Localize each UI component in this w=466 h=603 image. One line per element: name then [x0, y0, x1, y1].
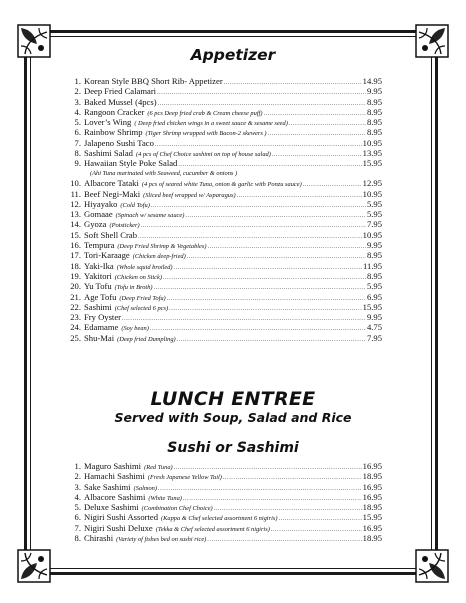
item-number: 23. [70, 312, 81, 323]
item-description: (4 pcs of seared white Tuna, onion & garlic with Ponzu sauce) [141, 181, 302, 189]
item-number: 14. [70, 219, 81, 230]
item-number: 13. [70, 209, 81, 220]
item-name: Sake Sashimi [84, 481, 131, 492]
menu-item [64, 158, 382, 168]
menu-item [64, 333, 382, 343]
item-price: 11.95 [362, 260, 382, 271]
corner-ornament-icon [415, 549, 449, 583]
item-price: 18.95 [362, 533, 382, 544]
item-number: 2. [74, 86, 81, 97]
menu-item [64, 199, 382, 209]
item-number: 19. [70, 270, 81, 281]
item-name: Fry Oyster [84, 312, 121, 323]
item-number: 6. [74, 127, 81, 138]
item-number: 20. [70, 281, 81, 292]
item-name: Albacore Sashimi [84, 491, 146, 502]
item-price: 8.95 [366, 250, 382, 261]
menu-item [64, 322, 382, 332]
item-name: Nigiri Sushi Deluxe [84, 522, 153, 533]
appetizer-list [64, 76, 382, 343]
sushi-list [64, 461, 382, 543]
menu-item [64, 523, 382, 533]
item-number: 21. [70, 291, 81, 302]
item-name: Chirashi [84, 533, 114, 544]
item-name: Gyoza [84, 219, 107, 230]
item-number: 6. [74, 512, 81, 523]
corner-ornament-icon [17, 549, 51, 583]
item-name: Rangoon Cracker [84, 106, 145, 117]
menu-item [64, 250, 382, 260]
item-description: (Chicken on Stick) [114, 273, 162, 281]
item-name: Jalapeno Sushi Taco [84, 137, 154, 148]
item-number: 5. [74, 502, 81, 513]
item-description: (Spinach w/ sesame sauce) [115, 212, 185, 220]
menu-item [64, 292, 382, 302]
item-description: (Red Tuna) [144, 464, 173, 471]
menu-item [64, 281, 382, 291]
menu-item [64, 512, 382, 522]
item-description: (Potsticker) [109, 222, 140, 230]
item-description: ( Deep fried chicken wings in a sweet sauce & sesame seed) [134, 120, 288, 128]
item-price: 5.95 [366, 198, 382, 209]
item-name: Korean Style BBQ Short Rib- Appetizer [84, 76, 223, 86]
item-number: 18. [70, 260, 81, 271]
item-name: Hiyayako [84, 198, 118, 209]
item-price: 8.95 [366, 96, 382, 107]
item-price: 10.95 [362, 137, 382, 148]
item-name: Yaki-Ika [84, 260, 114, 271]
menu-item [64, 107, 382, 117]
sushi-sashimi-heading: Sushi or Sashimi [167, 440, 299, 456]
item-number: 4. [74, 491, 81, 502]
item-price: 9.95 [366, 312, 382, 323]
item-number: 1. [74, 461, 81, 471]
item-description: (Whole squid broiled) [116, 263, 173, 271]
item-number: 4. [74, 106, 81, 117]
item-price: 18.95 [362, 502, 382, 513]
item-description: (Tofu in Broth) [114, 284, 153, 292]
item-description: (Tekka & Chef selected assortment 6 nigiris) [155, 525, 270, 533]
item-name: Rainbow Shrimp [84, 127, 143, 138]
item-description: (Cold Tofu) [120, 201, 150, 209]
item-number: 24. [70, 322, 81, 333]
item-name: Hamachi Sashimi [84, 471, 145, 482]
menu-item [64, 209, 382, 219]
lunch-entree-subtitle: Served with Soup, Salad and Rice [114, 410, 352, 425]
item-number: 8. [74, 533, 81, 544]
item-name: Tempura [84, 240, 115, 251]
menu-item [64, 189, 382, 199]
menu-item [64, 138, 382, 148]
menu-item [64, 502, 382, 512]
item-price: 18.95 [362, 471, 382, 482]
menu-item [64, 492, 382, 502]
menu-item [64, 533, 382, 543]
item-price: 8.95 [366, 270, 382, 281]
menu-item [64, 230, 382, 240]
item-note: (Ahi Tuna marinated with Seaweed, cucumber & onions ) [90, 169, 238, 177]
item-name: Beef Negi-Maki [84, 188, 141, 199]
item-price: 15.95 [362, 512, 382, 523]
item-price: 9.95 [366, 86, 382, 97]
item-description: (Deep Fried Tofu) [119, 294, 166, 302]
item-price: 8.95 [366, 106, 382, 117]
item-price: 8.95 [366, 127, 382, 138]
item-number: 25. [70, 332, 81, 343]
item-description: (Salmon) [133, 484, 157, 492]
lunch-entree-heading: LUNCH ENTREE [150, 388, 316, 410]
item-number: 17. [70, 250, 81, 261]
item-description: (Deep Fried Shrimp & Vegetables) [117, 243, 207, 251]
item-name: Deep Fried Calamari [84, 86, 157, 97]
item-name: Nigiri Sushi Assorted [84, 512, 159, 523]
menu-item [64, 219, 382, 229]
menu-item [64, 148, 382, 158]
item-name: Shu-Mai [84, 332, 115, 343]
menu-item [64, 117, 382, 127]
menu-item [64, 261, 382, 271]
item-price: 15.95 [362, 301, 382, 312]
menu-item [64, 461, 382, 471]
item-price: 5.95 [366, 281, 382, 292]
item-number: 10. [70, 178, 81, 189]
item-name: Deluxe Sashimi [84, 502, 139, 513]
item-number: 2. [74, 471, 81, 482]
item-description: (Sliced beef wrapped w/ Asparagus) [143, 191, 236, 199]
item-number: 8. [74, 148, 81, 159]
item-number: 3. [74, 96, 81, 107]
item-price: 16.95 [362, 522, 382, 533]
menu-item [64, 471, 382, 481]
item-number: 15. [70, 229, 81, 240]
item-description: (6 pcs Deep fried crab & Cream cheese puff) [147, 109, 263, 117]
item-description: (4 pcs of Chef Choice sashimi on top of house salad) [135, 151, 271, 159]
item-price: 7.95 [366, 219, 382, 230]
item-price: 12.95 [362, 178, 382, 189]
item-number: 7. [74, 522, 81, 533]
item-price: 8.95 [366, 117, 382, 128]
item-number: 7. [74, 137, 81, 148]
item-price: 13.95 [362, 148, 382, 159]
item-description: (Kappa & Chef selected assortment 6 nigiris) [161, 515, 278, 523]
item-name: Age Tofu [84, 291, 117, 302]
item-description: (Deep fried Dumpling) [117, 335, 176, 343]
item-description: (Chicken deep-fried) [132, 253, 186, 261]
item-number: 5. [74, 117, 81, 128]
item-description: (Fresh Japanese Yellow Tail) [147, 474, 222, 482]
item-name: Soft Shell Crab [84, 229, 137, 240]
dot-leader [207, 535, 361, 545]
menu-item [64, 482, 382, 492]
item-description: (White Tuna) [148, 494, 182, 502]
item-price: 16.95 [362, 491, 382, 502]
appetizer-heading: Appetizer [190, 46, 276, 64]
item-name: Hawaiian Style Poke Salad [84, 158, 178, 169]
item-name: Lover’s Wing [84, 117, 132, 128]
item-description: (Tiger Shrimp wrapped with Bacon-2 skewers ) [145, 130, 267, 138]
item-number: 12. [70, 198, 81, 209]
item-line [84, 333, 382, 345]
item-description: (Variety of fishes bed on sushi rice) [116, 536, 207, 544]
menu-item [64, 127, 382, 137]
item-name: Yakitori [84, 270, 112, 281]
item-name: Albacore Tataki [84, 178, 139, 189]
item-name: Gomaae [84, 209, 113, 220]
item-number: 11. [70, 188, 81, 199]
item-price: 4.75 [366, 322, 382, 333]
menu-item [64, 97, 382, 107]
menu-item [64, 86, 382, 96]
item-name: Sashimi [84, 301, 112, 312]
menu-item [64, 302, 382, 312]
item-number: 9. [74, 158, 81, 169]
item-name: Baked Mussel (4pcs) [84, 96, 157, 107]
item-name: Tori-Karaage [84, 250, 130, 261]
menu-item [64, 76, 382, 86]
item-price: 10.95 [362, 229, 382, 240]
menu-item [64, 240, 382, 250]
item-description: (Soy bean) [121, 325, 149, 333]
item-price: 6.95 [366, 291, 382, 302]
item-price: 7.95 [366, 332, 382, 343]
item-price: 14.95 [362, 76, 382, 86]
item-price: 5.95 [366, 209, 382, 220]
menu-item [64, 271, 382, 281]
item-price: 9.95 [366, 240, 382, 251]
item-description: (Chef selected 6 pcs) [114, 304, 169, 312]
item-name: Sashimi Salad [84, 148, 133, 159]
item-number: 22. [70, 301, 81, 312]
item-name: Yu Tofu [84, 281, 112, 292]
item-line [84, 533, 382, 545]
menu-item [64, 178, 382, 188]
item-price: 10.95 [362, 188, 382, 199]
item-name: Maguro Sashimi [84, 461, 142, 471]
dot-leader [177, 335, 366, 345]
item-price: 16.95 [362, 461, 382, 471]
menu-item [64, 312, 382, 322]
item-number: 1. [74, 76, 81, 86]
item-price: 16.95 [362, 481, 382, 492]
item-number: 16. [70, 240, 81, 251]
item-name: Edamame [84, 322, 119, 333]
item-description: (Combination Chef Choice) [141, 505, 213, 513]
item-price: 15.95 [362, 158, 382, 169]
item-number: 3. [74, 481, 81, 492]
